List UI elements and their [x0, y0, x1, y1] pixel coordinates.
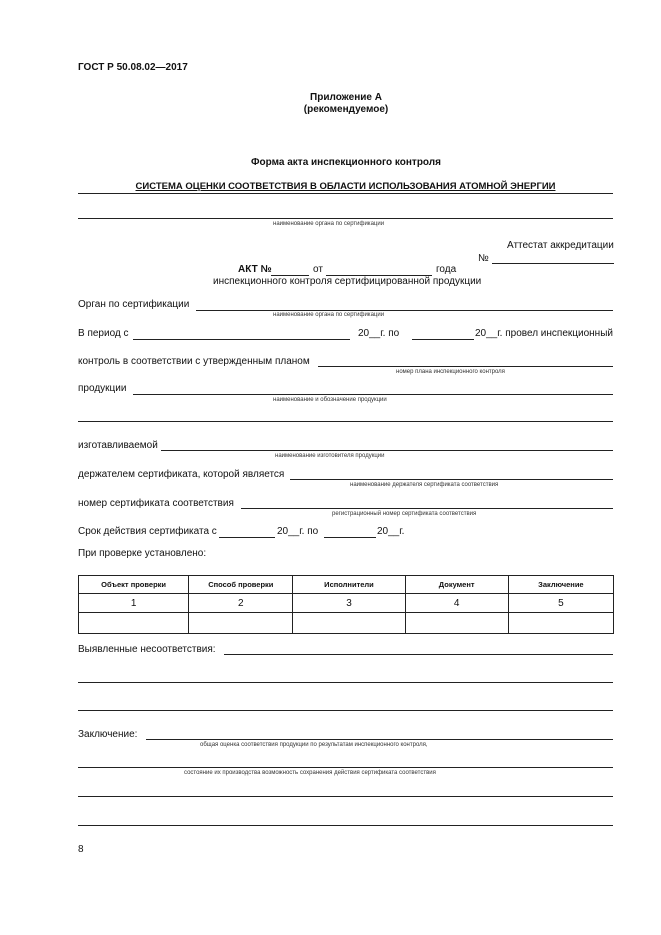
form-title: Форма акта инспекционного контроля [251, 157, 441, 168]
plan-line[interactable] [318, 366, 613, 367]
hint-holder: наименование держателя сертификата соответствия [350, 482, 499, 488]
nonconformities-line-1[interactable] [224, 654, 613, 655]
act-from: от [313, 264, 323, 275]
org-label: Орган по сертификации [78, 299, 190, 310]
control-label: контроль в соответствии с утвержденным планом [78, 356, 310, 367]
cert-number-line[interactable] [241, 508, 613, 509]
org-top-line[interactable] [78, 218, 613, 219]
period-to-line[interactable] [412, 339, 474, 340]
conclusion-line-4[interactable] [78, 825, 613, 826]
table-cell[interactable] [79, 613, 189, 634]
page-number: 8 [78, 844, 84, 855]
found-label: При проверке установлено: [78, 548, 207, 559]
table-cell[interactable] [293, 613, 405, 634]
hint-manufacturer: наименование изготовителя продукции [275, 453, 385, 459]
nonconformities-line-2[interactable] [78, 682, 613, 683]
table-header-cell: Заключение [508, 576, 613, 594]
accreditation-number-sign: № [478, 253, 489, 264]
hint-cert-number: регистрационный номер сертификата соответствия [332, 511, 477, 517]
table-number-row [79, 594, 614, 613]
manufacturer-line[interactable] [161, 450, 613, 451]
product-line[interactable] [133, 394, 613, 395]
table-header-cell: Исполнители [293, 576, 405, 594]
nonconformities-line-3[interactable] [78, 710, 613, 711]
table-number-cell: 4 [405, 594, 508, 613]
validity-20b: 20__г. [377, 526, 405, 537]
inspection-table [78, 575, 614, 634]
org-line[interactable] [196, 310, 613, 311]
conclusion-line-2[interactable] [78, 767, 613, 768]
accreditation-label: Аттестат аккредитации [507, 240, 614, 251]
table-number-cell: 3 [293, 594, 405, 613]
system-title-underline [78, 193, 613, 194]
conclusion-line-3[interactable] [78, 796, 613, 797]
table-header-cell: Объект проверки [79, 576, 189, 594]
conclusion-label: Заключение: [78, 729, 138, 740]
validity-to-line[interactable] [324, 537, 376, 538]
hint-conclusion-1: общая оценка соответствия продукции по результатам инспекционного контроля, [200, 742, 428, 748]
product-line-2[interactable] [78, 421, 613, 422]
standard-code: ГОСТ Р 50.08.02—2017 [78, 62, 188, 73]
table-number-cell: 2 [189, 594, 293, 613]
hint-conclusion-2: состояние их производства возможность сохранения действия сертификата соответствия [184, 770, 436, 776]
table-header-row [79, 576, 614, 594]
act-subtitle: инспекционного контроля сертифицированной продукции [213, 276, 482, 287]
period-label: В период с [78, 328, 129, 339]
period-20a: 20__г. по [358, 328, 400, 339]
table-header-cell: Способ проверки [189, 576, 293, 594]
table-number-cell: 5 [508, 594, 613, 613]
validity-from-line[interactable] [219, 537, 275, 538]
table-header-cell: Документ [405, 576, 508, 594]
holder-label: держателем сертификата, которой является [78, 469, 285, 480]
nonconformities-label: Выявленные несоответствия: [78, 644, 216, 655]
appendix-title: Приложение А [310, 92, 382, 103]
holder-line[interactable] [290, 479, 613, 480]
hint-org-top: наименование органа по сертификации [273, 221, 385, 227]
hint-product: наименование и обозначение продукции [273, 397, 387, 403]
conclusion-line-1[interactable] [146, 739, 613, 740]
system-title: СИСТЕМА ОЦЕНКИ СООТВЕТСТВИЯ В ОБЛАСТИ ИСПОЛЬЗОВАНИЯ АТОМНОЙ ЭНЕРГИИ [135, 181, 556, 192]
validity-label: Срок действия сертификата с [78, 526, 217, 537]
validity-20a: 20__г. по [277, 526, 319, 537]
table-row [79, 613, 614, 634]
hint-plan: номер плана инспекционного контроля [396, 369, 505, 375]
cert-number-label: номер сертификата соответствия [78, 498, 234, 509]
accreditation-number-line[interactable] [492, 263, 614, 264]
period-20b: 20__г. провел инспекционный [475, 328, 613, 339]
product-label: продукции [78, 383, 127, 394]
table-cell[interactable] [189, 613, 293, 634]
period-from-line[interactable] [133, 339, 350, 340]
act-year: года [436, 264, 457, 275]
table-cell[interactable] [508, 613, 613, 634]
act-label: АКТ № [238, 264, 272, 275]
table-number-cell: 1 [79, 594, 189, 613]
table-cell[interactable] [405, 613, 508, 634]
hint-org: наименование органа по сертификации [273, 312, 385, 318]
manufactured-label: изготавливаемой [78, 440, 158, 451]
appendix-subtitle: (рекомендуемое) [303, 104, 389, 115]
